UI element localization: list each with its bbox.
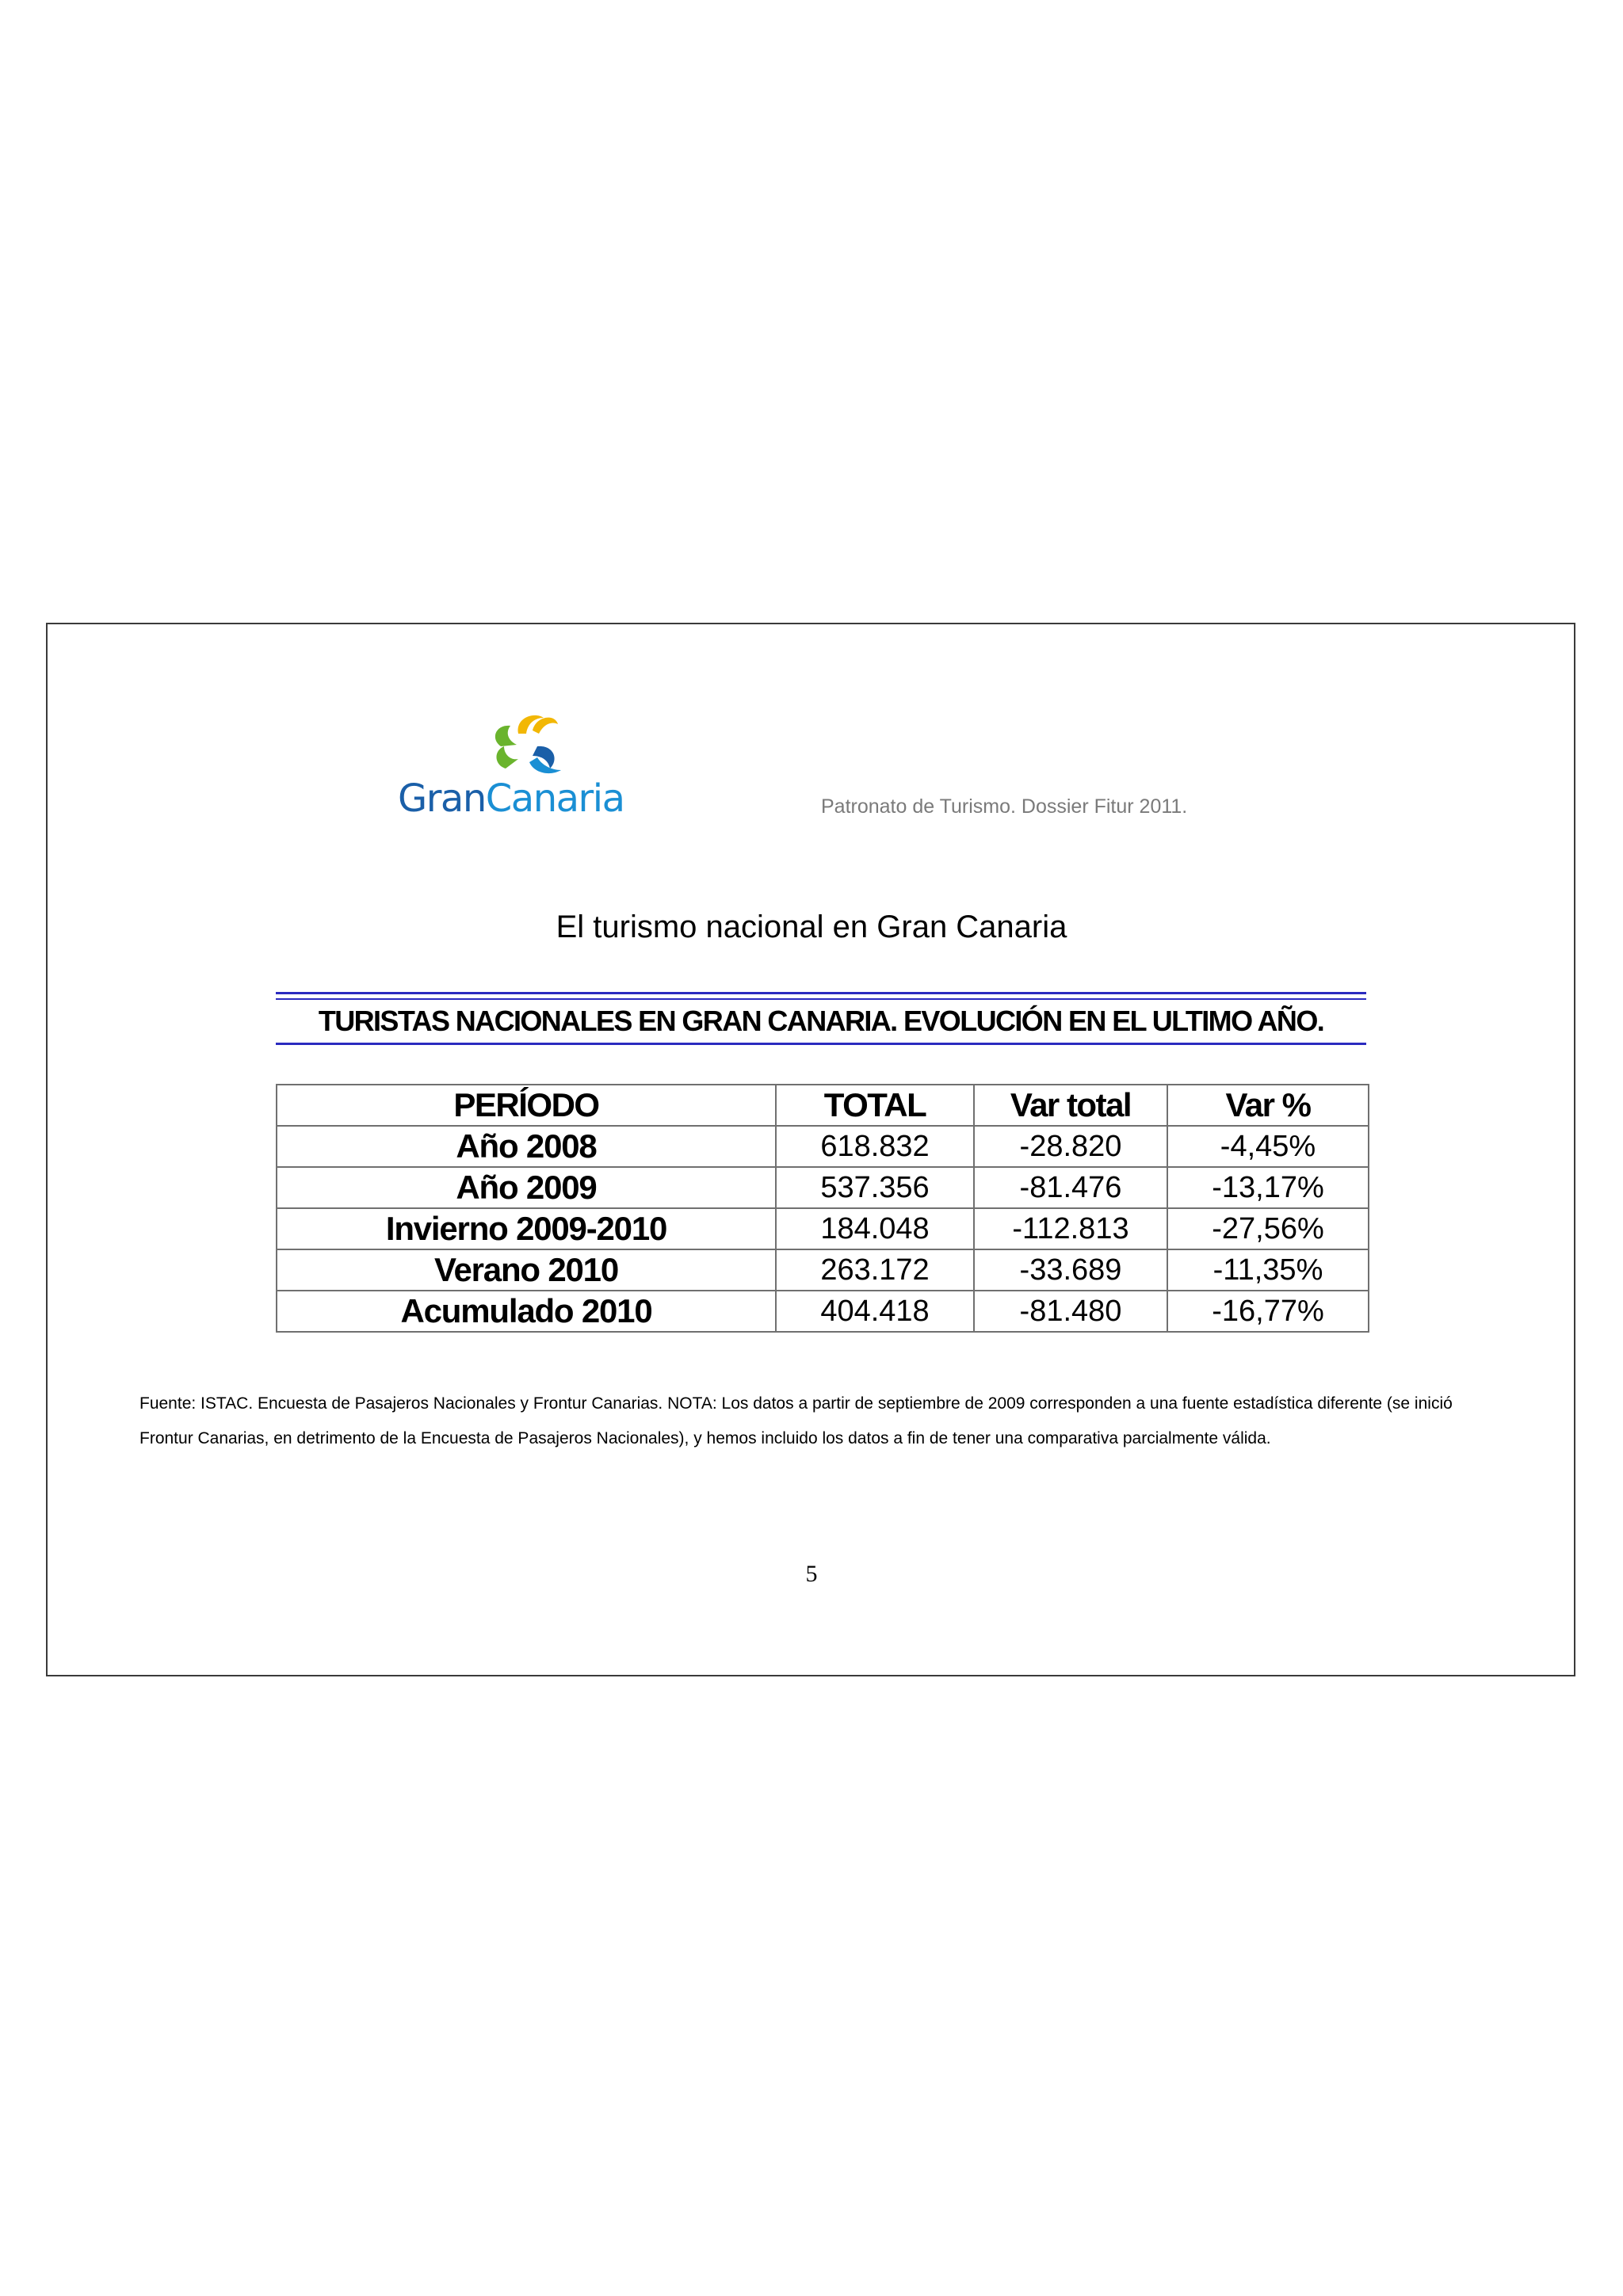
grancanaria-logo <box>398 710 651 821</box>
cell-var-pct: -11,35% <box>1167 1249 1369 1291</box>
cell-period: Invierno 2009-2010 <box>277 1208 776 1249</box>
cell-total: 618.832 <box>776 1126 974 1167</box>
cell-var-pct: -4,45% <box>1167 1126 1369 1167</box>
cell-total: 263.172 <box>776 1249 974 1291</box>
column-header-total: TOTAL <box>776 1085 974 1126</box>
table-header-row <box>277 1085 1369 1126</box>
cell-total: 404.418 <box>776 1291 974 1332</box>
table-row <box>277 1249 1369 1291</box>
table-row <box>277 1208 1369 1249</box>
logo-word-gran: Gran <box>398 776 486 821</box>
cell-var-total: -28.820 <box>974 1126 1167 1167</box>
table-title-top-rule <box>276 992 1366 994</box>
cell-period: Acumulado 2010 <box>277 1291 776 1332</box>
cell-var-pct: -13,17% <box>1167 1167 1369 1208</box>
cell-var-total: -81.480 <box>974 1291 1167 1332</box>
table-title-bottom-rule <box>276 1043 1366 1045</box>
page-number: 5 <box>805 1561 818 1587</box>
grancanaria-flower-icon <box>487 710 582 778</box>
column-header-var-pct: Var % <box>1167 1085 1369 1126</box>
cell-period: Año 2009 <box>277 1167 776 1208</box>
column-header-periodo: PERÍODO <box>277 1085 776 1126</box>
header-note: Patronato de Turismo. Dossier Fitur 2011. <box>821 795 1188 818</box>
cell-total: 537.356 <box>776 1167 974 1208</box>
cell-var-pct: -16,77% <box>1167 1291 1369 1332</box>
logo-word-canaria: Canaria <box>485 776 624 821</box>
page-title: El turismo nacional en Gran Canaria <box>556 910 1067 944</box>
cell-period: Año 2008 <box>277 1126 776 1167</box>
cell-var-total: -33.689 <box>974 1249 1167 1291</box>
table-row <box>277 1291 1369 1332</box>
table-row <box>277 1126 1369 1167</box>
logo-wordmark <box>398 776 624 821</box>
tourists-table <box>276 1084 1369 1333</box>
cell-period: Verano 2010 <box>277 1249 776 1291</box>
source-footnote: Fuente: ISTAC. Encuesta de Pasajeros Nacionales y Frontur Canarias. NOTA: Los datos a partir de septiembre de 2009 corresponden a una fuente estadística diferente (se inició Frontur Canarias, en detrimento de la Encuesta de Pasajeros Nacionales), y hemos incluido los datos a fin de tener una comparativa parcialmente válida. <box>139 1394 1453 1447</box>
cell-total: 184.048 <box>776 1208 974 1249</box>
cell-var-pct: -27,56% <box>1167 1208 1369 1249</box>
table-title: TURISTAS NACIONALES EN GRAN CANARIA. EVOLUCIÓN EN EL ULTIMO AÑO. <box>318 1005 1324 1037</box>
column-header-var-total: Var total <box>974 1085 1167 1126</box>
table-row <box>277 1167 1369 1208</box>
cell-var-total: -81.476 <box>974 1167 1167 1208</box>
table-title-top-rule-2 <box>276 998 1366 1000</box>
cell-var-total: -112.813 <box>974 1208 1167 1249</box>
